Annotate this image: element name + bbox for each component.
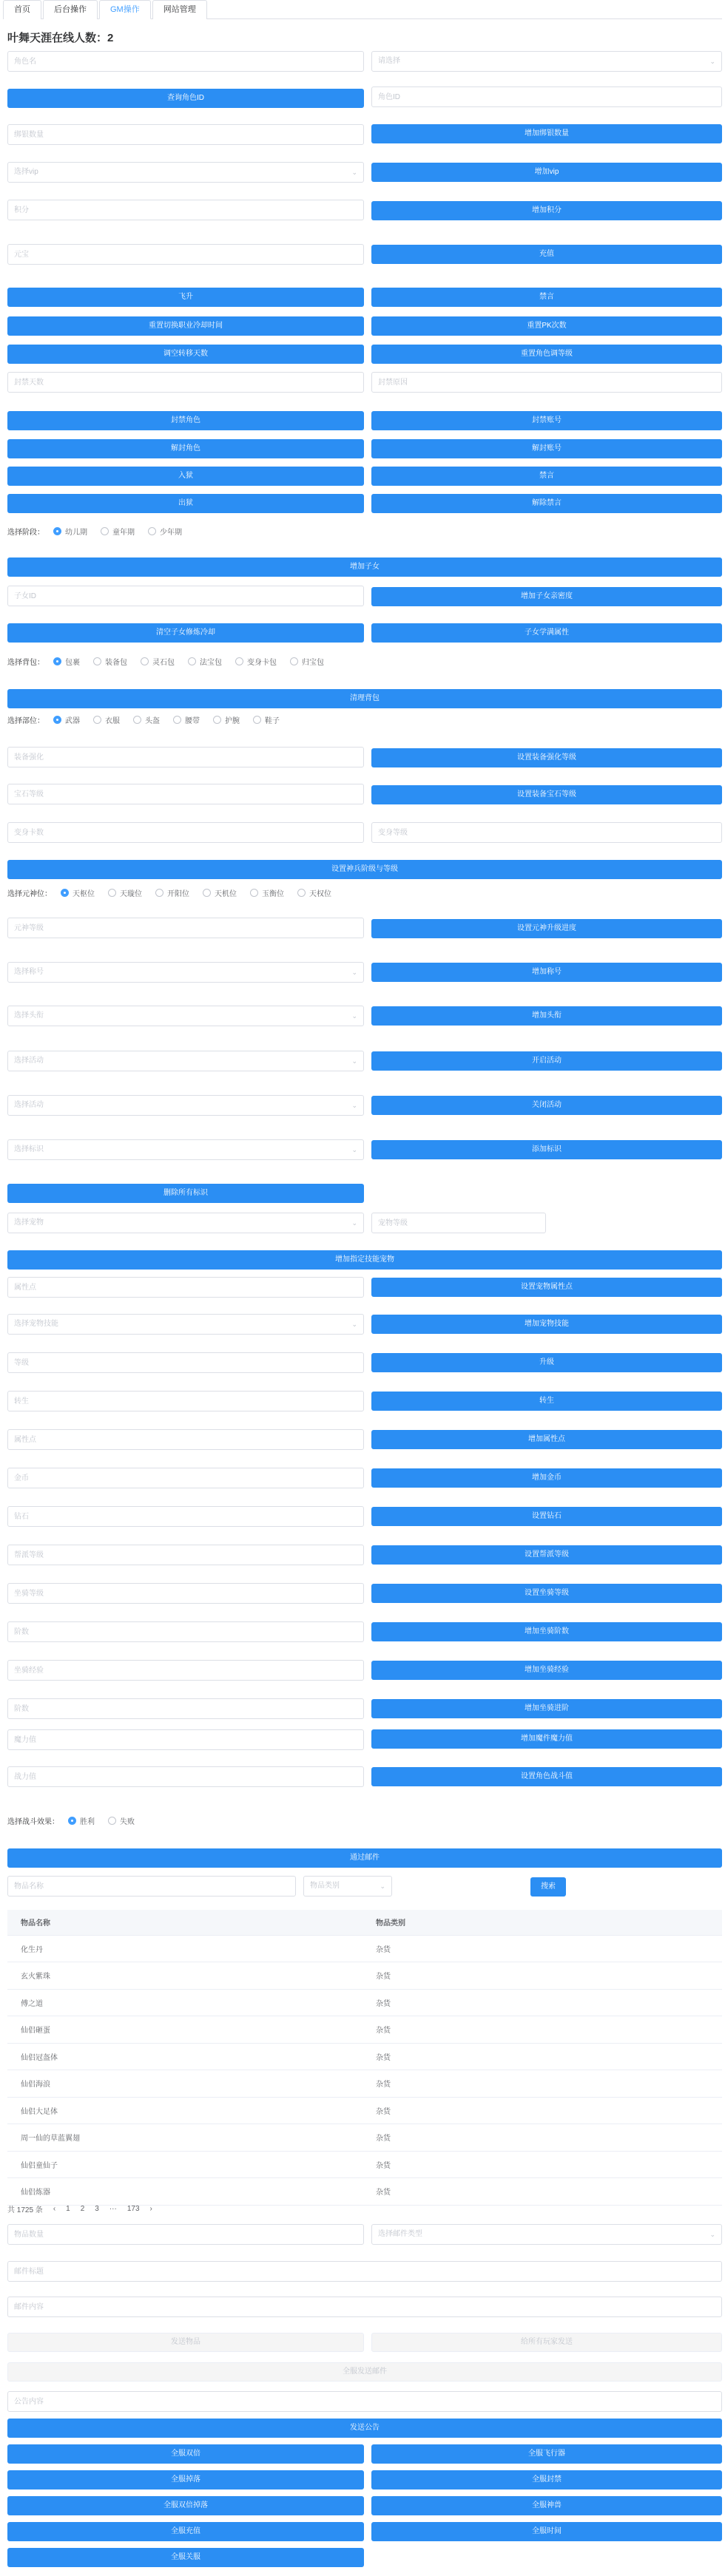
add-mount-stage-button[interactable]: 增加坐骑阶数 [371, 1622, 722, 1641]
radio-dot [188, 657, 196, 665]
label-select[interactable] [7, 1139, 364, 1160]
radio-effect-0[interactable] [68, 1815, 95, 1826]
tab-gm[interactable]: GM操作 [99, 0, 151, 19]
reset-cooldown-button[interactable]: 重置切换职业冷却时间 [7, 316, 364, 336]
title-select[interactable] [7, 962, 364, 983]
table-header-row [7, 1910, 722, 1935]
radio-bag-4[interactable] [235, 656, 277, 667]
radio-label: 开阳位 [167, 889, 189, 898]
gold-input[interactable] [7, 1468, 364, 1488]
radio-label: 武器 [65, 716, 80, 725]
table-row[interactable] [7, 1989, 722, 2016]
mount-level-input[interactable] [7, 1583, 364, 1604]
chevron-down-icon: ⌄ [380, 1882, 385, 1890]
all-shutdown-button[interactable]: 全服关服 [7, 2548, 364, 2567]
set-equip-enh-button[interactable]: 设置装备强化等级 [371, 748, 722, 767]
radio-dot [93, 716, 101, 724]
cell: 傅之道 [7, 1989, 362, 2016]
search-button[interactable]: 搜索 [530, 1877, 566, 1897]
bind-silver-input[interactable] [7, 124, 364, 145]
pager-prev-icon[interactable]: ‹ [53, 2204, 56, 2213]
add-vip-button[interactable]: 增加vip [371, 163, 722, 182]
chevron-down-icon: ⌄ [351, 1321, 357, 1328]
pager-total: 共 1725 条 [7, 2206, 43, 2214]
item-cat-select-value: 物品类别 [310, 1882, 340, 1890]
activity-open-select[interactable] [7, 1051, 364, 1071]
chevron-down-icon: ⌄ [351, 169, 357, 176]
part-label: 选择部位： [7, 716, 44, 725]
radio-part-1[interactable] [93, 714, 120, 725]
items-table [7, 1910, 722, 2206]
radio-bag-1[interactable] [93, 656, 127, 667]
mail-type-select[interactable] [371, 2224, 722, 2245]
radio-label: 归宝包 [302, 658, 324, 667]
radio-label: 天权位 [309, 889, 331, 898]
all-double-exp-button[interactable]: 全服双倍 [7, 2444, 364, 2464]
cell: 杂货 [362, 2124, 722, 2152]
open-activity-button[interactable]: 开启活动 [371, 1051, 722, 1071]
col-item-name: 物品名称 [7, 1910, 362, 1935]
radio-slot-5[interactable] [297, 887, 331, 898]
transform-card-input[interactable] [7, 822, 364, 843]
label-select-value: 选择标识 [14, 1145, 44, 1153]
add-gold-button[interactable]: 增加金币 [371, 1468, 722, 1488]
slot-label: 选择元神位： [7, 889, 52, 898]
radio-part-4[interactable] [213, 714, 240, 725]
radio-dot [108, 1817, 116, 1825]
pet-skill-select[interactable] [7, 1314, 364, 1335]
bag-radio-group [7, 655, 337, 667]
title-select-value: 选择称号 [14, 968, 44, 976]
guild-level-input[interactable] [7, 1545, 364, 1565]
radio-dot [53, 657, 61, 665]
transform-level-input[interactable] [371, 822, 722, 843]
cell: 仙侣冠盔体 [7, 2043, 362, 2070]
clear-bag-button[interactable]: 清理背包 [7, 689, 722, 708]
announce-input[interactable] [7, 2391, 722, 2412]
send-announce-button[interactable]: 发送公告 [7, 2419, 722, 2438]
ban-role-button[interactable]: 封禁角色 [7, 411, 364, 430]
radio-dot [61, 889, 69, 897]
reset-role-level-button[interactable]: 重置角色调等级 [371, 345, 722, 364]
vip-select[interactable] [7, 162, 364, 183]
radio-dot [250, 889, 258, 897]
radio-dot [297, 889, 306, 897]
radio-dot [141, 657, 149, 665]
points-input[interactable] [7, 200, 364, 220]
radio-label: 玉衡位 [262, 889, 284, 898]
bag-label: 选择背包： [7, 658, 44, 667]
radio-label: 天璇位 [120, 889, 142, 898]
radio-label: 衣服 [105, 716, 120, 725]
radio-label: 少年期 [160, 528, 182, 537]
radio-dot [148, 527, 156, 535]
yuanbao-input[interactable] [7, 244, 364, 265]
table-row[interactable] [7, 1935, 722, 1962]
pet-level-input[interactable] [371, 1213, 546, 1233]
radio-label: 护腕 [225, 716, 240, 725]
add-silver-button[interactable]: 增加绑银数量 [371, 124, 722, 143]
activity-open-select-value: 选择活动 [14, 1057, 44, 1065]
radio-label: 头盔 [145, 716, 160, 725]
cell: 杂货 [362, 2178, 722, 2206]
radio-bag-3[interactable] [188, 656, 222, 667]
sword-power-input[interactable] [7, 1766, 364, 1787]
mount-power-input[interactable] [7, 1698, 364, 1719]
chevron-down-icon: ⌄ [351, 1057, 357, 1065]
slot-radio-group [7, 887, 345, 898]
radio-dot [235, 657, 243, 665]
chevron-down-icon: ⌄ [351, 1219, 357, 1227]
radio-label: 装备包 [105, 658, 127, 667]
chevron-down-icon: ⌄ [351, 1102, 357, 1109]
send-item-button[interactable]: 发送物品 [7, 2333, 364, 2352]
table-row[interactable] [7, 1962, 722, 1990]
zone-select[interactable] [371, 51, 722, 72]
radio-slot-4[interactable] [250, 887, 284, 898]
mail-items-button[interactable]: 通过邮件 [7, 1848, 722, 1868]
radio-dot [53, 716, 61, 724]
table-row[interactable] [7, 2097, 722, 2124]
radio-part-0[interactable] [53, 714, 80, 725]
radio-label: 包裹 [65, 658, 80, 667]
radio-dot [133, 716, 141, 724]
activity-close-select-value: 选择活动 [14, 1101, 44, 1109]
cell: 杂货 [362, 1962, 722, 1990]
unban-account-button[interactable]: 解封账号 [371, 439, 722, 458]
pager-page-3[interactable]: 3 [95, 2204, 99, 2213]
radio-label: 失败 [120, 1817, 135, 1826]
part-radio-group [7, 714, 293, 725]
reset-pk-button[interactable]: 重置PK次数 [371, 316, 722, 336]
pet-select[interactable] [7, 1213, 364, 1233]
add-title-button[interactable]: 增加称号 [371, 963, 722, 982]
radio-dot [53, 527, 61, 535]
table-row[interactable] [7, 2070, 722, 2098]
radio-stage-0[interactable] [53, 526, 87, 537]
chevron-down-icon: ⌄ [709, 58, 715, 65]
tab-backend[interactable]: 后台操作 [43, 0, 98, 19]
table-row[interactable] [7, 2124, 722, 2152]
diamonds-input[interactable] [7, 1506, 364, 1527]
radio-label: 变身卡包 [247, 658, 277, 667]
radio-label: 灵石包 [152, 658, 175, 667]
cell: 杂货 [362, 1935, 722, 1962]
chevron-down-icon: ⌄ [351, 969, 357, 976]
radio-dot [93, 657, 101, 665]
cell: 仙侣海浪 [7, 2070, 362, 2098]
page-title: 叶舞天涯在线人数：2 [7, 32, 114, 44]
item-cat-select[interactable] [303, 1876, 392, 1897]
table-row[interactable] [7, 2043, 722, 2070]
pet-attr-input[interactable] [7, 1277, 364, 1298]
mail-content-input[interactable] [7, 2297, 722, 2317]
radio-stage-1[interactable] [101, 526, 135, 537]
add-attr-button[interactable]: 增加属性点 [371, 1430, 722, 1449]
level-input[interactable] [7, 1352, 364, 1373]
radio-bag-0[interactable] [53, 656, 80, 667]
ban-days-input[interactable] [7, 372, 364, 393]
radio-dot [213, 716, 221, 724]
pager-page-1[interactable]: 1 [66, 2204, 70, 2213]
radio-slot-3[interactable] [203, 887, 237, 898]
ban-account-button[interactable]: 封禁账号 [371, 411, 722, 430]
mute2-button[interactable]: 禁言 [371, 467, 722, 486]
send-all-item-button[interactable]: 给所有玩家发送 [371, 2333, 722, 2352]
add-label-button[interactable]: 添加标识 [371, 1140, 722, 1159]
pet-select-value: 选择宠物 [14, 1218, 44, 1227]
add-pet-button[interactable]: 增加指定技能宠物 [7, 1250, 722, 1270]
delete-all-labels-button[interactable]: 删除所有标识 [7, 1184, 364, 1203]
close-activity-button[interactable]: 关闭活动 [371, 1096, 722, 1115]
item-count-input[interactable] [7, 2224, 364, 2245]
stage-radio-group [7, 525, 195, 537]
set-wing-progress-button[interactable]: 设置元神升级进度 [371, 919, 722, 938]
radio-dot [108, 889, 116, 897]
vip-select-value: 选择vip [14, 168, 38, 176]
send-mail-all-button[interactable]: 全服发送邮件 [7, 2362, 722, 2382]
cell: 仙侣童仙子 [7, 2151, 362, 2178]
add-mount-power-button[interactable]: 增加魔件魔力值 [371, 1729, 722, 1749]
avatar-select[interactable] [7, 1006, 364, 1026]
radio-label: 童年期 [112, 528, 135, 537]
reincarnate-button[interactable]: 转生 [371, 1392, 722, 1411]
radio-slot-0[interactable] [61, 887, 95, 898]
radio-dot [68, 1817, 76, 1825]
set-guild-level-button[interactable]: 设置帮派等级 [371, 1545, 722, 1565]
radio-stage-2[interactable] [148, 526, 182, 537]
set-mount-level-button[interactable]: 设置坐骑等级 [371, 1584, 722, 1603]
radio-bag-5[interactable] [290, 656, 324, 667]
mount-exp-input[interactable] [7, 1660, 364, 1681]
add-points-button[interactable]: 增加积分 [371, 201, 722, 220]
ban-reason-input[interactable] [371, 372, 722, 393]
set-pet-attr-button[interactable]: 设置宠物属性点 [371, 1278, 722, 1297]
radio-part-5[interactable] [253, 714, 280, 725]
all-double-drop-button[interactable]: 全服双倍掉落 [7, 2496, 364, 2515]
stage-label: 选择阶段： [7, 528, 44, 537]
fly-button[interactable]: 飞升 [7, 288, 364, 307]
table-row[interactable] [7, 2151, 722, 2178]
item-name-input[interactable] [7, 1876, 296, 1897]
all-time-button[interactable]: 全服时间 [371, 2522, 722, 2541]
add-child-button[interactable]: 增加子女 [7, 557, 722, 577]
cell: 杂货 [362, 2097, 722, 2124]
radio-part-2[interactable] [133, 714, 160, 725]
cell: 杂货 [362, 1989, 722, 2016]
chevron-down-icon: ⌄ [709, 2231, 715, 2238]
release-button[interactable]: 出狱 [7, 494, 364, 513]
radio-label: 天枢位 [72, 889, 95, 898]
pager-page-last[interactable]: 173 [127, 2204, 140, 2213]
radio-dot [203, 889, 211, 897]
radio-slot-1[interactable] [108, 887, 142, 898]
set-role-power-button[interactable]: 设置角色战斗值 [371, 1767, 722, 1786]
set-diamonds-button[interactable]: 设置钻石 [371, 1507, 722, 1526]
effect-label: 选择战斗效果： [7, 1817, 59, 1826]
clear-child-cd-button[interactable]: 清空子女修炼冷却 [7, 623, 364, 643]
jail-button[interactable]: 入狱 [7, 467, 364, 486]
mail-type-select-value: 选择邮件类型 [378, 2230, 422, 2238]
cell: 周一仙的草蓝翼翅 [7, 2124, 362, 2152]
radio-slot-2[interactable] [155, 887, 189, 898]
radio-dot [290, 657, 298, 665]
role-id-input[interactable] [371, 87, 722, 107]
attr-points-input[interactable] [7, 1429, 364, 1450]
mail-title-input[interactable] [7, 2261, 722, 2282]
gem-level-input[interactable] [7, 784, 364, 804]
transform-days-button[interactable]: 调空转移天数 [7, 345, 364, 364]
col-item-cat: 物品类别 [362, 1910, 722, 1935]
radio-label: 腰带 [185, 716, 200, 725]
cell: 杂货 [362, 2151, 722, 2178]
cell: 杂货 [362, 2070, 722, 2098]
pet-skill-select-value: 选择宠物技能 [14, 1320, 58, 1328]
upgrade-button[interactable]: 升级 [371, 1353, 722, 1372]
radio-label: 幼儿期 [65, 528, 87, 537]
cell: 化生丹 [7, 1935, 362, 1962]
add-child-intimacy-button[interactable]: 增加子女亲密度 [371, 587, 722, 606]
query-role-button[interactable]: 查询角色ID [7, 89, 364, 108]
chevron-down-icon: ⌄ [351, 1012, 357, 1020]
cell: 仙侣炼器 [7, 2178, 362, 2206]
activity-close-select[interactable] [7, 1095, 364, 1116]
equip-enh-input[interactable] [7, 747, 364, 767]
zone-select-value: 请选择 [378, 57, 400, 65]
unban-role-button[interactable]: 解封角色 [7, 439, 364, 458]
radio-label: 鞋子 [265, 716, 280, 725]
mute-button[interactable]: 禁言 [371, 288, 722, 307]
reset-input[interactable] [7, 1391, 364, 1411]
add-mount-progress-button[interactable]: 增加坐骑进阶 [371, 1699, 722, 1718]
effect-radio-group [7, 1814, 148, 1826]
wing-stage-input[interactable] [7, 918, 364, 938]
unmute-button[interactable]: 解除禁言 [371, 494, 722, 513]
radio-part-3[interactable] [173, 714, 200, 725]
top-tabs [3, 0, 722, 19]
pagination [7, 2203, 163, 2214]
cell: 仙侣砸蛋 [7, 2016, 362, 2044]
recharge-button[interactable]: 充值 [371, 245, 722, 264]
set-equip-gem-button[interactable]: 设置装备宝石等级 [371, 785, 722, 804]
cell: 仙侣大足体 [7, 2097, 362, 2124]
all-recharge-button[interactable]: 全服充值 [7, 2522, 364, 2541]
cell: 玄火紫珠 [7, 1962, 362, 1990]
set-stage-level-button[interactable]: 设置神兵阶级与等级 [7, 860, 722, 879]
all-fly-button[interactable]: 全服飞行器 [371, 2444, 722, 2464]
radio-dot [173, 716, 181, 724]
all-ban-button[interactable]: 全服封禁 [371, 2470, 722, 2489]
radio-label: 法宝包 [200, 658, 222, 667]
add-mount-exp-button[interactable]: 增加坐骑经验 [371, 1661, 722, 1680]
add-avatar-button[interactable]: 增加头衔 [371, 1006, 722, 1026]
radio-label: 天机位 [215, 889, 237, 898]
pager-page-2[interactable]: 2 [80, 2204, 85, 2213]
radio-dot [155, 889, 163, 897]
tab-site[interactable]: 网站管理 [152, 0, 207, 19]
cell: 杂货 [362, 2043, 722, 2070]
all-drop-button[interactable]: 全服掉落 [7, 2470, 364, 2489]
table-row[interactable] [7, 2178, 722, 2206]
chevron-down-icon: ⌄ [351, 1146, 357, 1153]
mount-stage-input[interactable] [7, 1621, 364, 1642]
all-god-button[interactable]: 全服神兽 [371, 2496, 722, 2515]
radio-dot [101, 527, 109, 535]
pager-ellipsis[interactable]: ··· [109, 2204, 117, 2213]
role-name-input[interactable] [7, 51, 364, 72]
mount-magic-input[interactable] [7, 1729, 364, 1750]
radio-dot [253, 716, 261, 724]
radio-effect-1[interactable] [108, 1815, 135, 1826]
avatar-select-value: 选择头衔 [14, 1011, 44, 1020]
child-id-input[interactable] [7, 586, 364, 606]
tab-home[interactable]: 首页 [3, 0, 41, 19]
pager-next-icon[interactable]: › [149, 2204, 152, 2213]
table-row[interactable] [7, 2016, 722, 2044]
radio-label: 胜利 [80, 1817, 95, 1826]
radio-bag-2[interactable] [141, 656, 175, 667]
add-pet-skill-button[interactable]: 增加宠物技能 [371, 1315, 722, 1334]
cell: 杂货 [362, 2016, 722, 2044]
child-learn-button[interactable]: 子女学满属性 [371, 623, 722, 643]
